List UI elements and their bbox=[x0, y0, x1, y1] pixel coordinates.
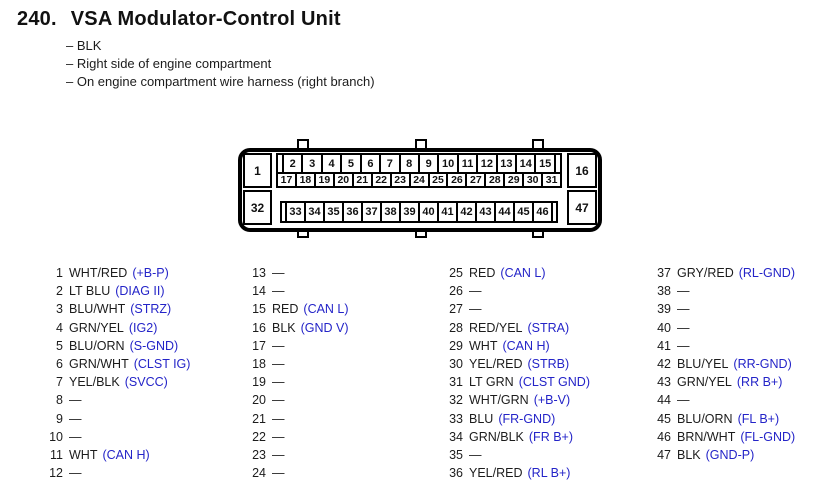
pin-row bbox=[444, 393, 590, 411]
connector-pin-10: 10 bbox=[437, 153, 458, 174]
page-title: VSA Modulator-Control Unit bbox=[70, 8, 341, 30]
pin-wire-color: — bbox=[69, 466, 82, 481]
connector-pin-38: 38 bbox=[380, 201, 401, 223]
pin-number: 11 bbox=[50, 447, 63, 462]
pin-wire-color: — bbox=[69, 429, 82, 444]
pin-wire-color: — bbox=[677, 320, 690, 335]
pin-signal-name: (STRA) bbox=[527, 320, 570, 335]
pin-signal-name: (FL-GND) bbox=[740, 429, 796, 444]
connector-blank-cell bbox=[554, 153, 562, 174]
section-heading bbox=[17, 8, 341, 31]
pin-number: 10 bbox=[49, 429, 63, 444]
pin-row bbox=[44, 321, 190, 339]
pin-signal-name: (FR-GND) bbox=[498, 411, 556, 426]
pin-signal-name: (FR B+) bbox=[528, 429, 573, 444]
pin-number: 29 bbox=[449, 338, 463, 353]
pin-number: 44 bbox=[657, 393, 671, 408]
pin-number: 19 bbox=[252, 375, 266, 390]
connector-pin-37: 37 bbox=[361, 201, 382, 223]
pin-wire-color: — bbox=[272, 356, 285, 371]
connector-pin-34: 34 bbox=[304, 201, 325, 223]
pin-number: 2 bbox=[56, 284, 63, 299]
pin-row bbox=[444, 375, 590, 393]
pin-row bbox=[652, 284, 795, 302]
pin-number: 23 bbox=[252, 447, 266, 462]
pin-number: 3 bbox=[56, 302, 63, 317]
pin-wire-color: — bbox=[677, 284, 690, 299]
pin-number: 21 bbox=[252, 411, 266, 426]
connector-pin-18: 18 bbox=[295, 172, 316, 188]
connector-blank-cell bbox=[551, 201, 558, 223]
pin-row bbox=[247, 302, 349, 320]
pin-number: 34 bbox=[449, 429, 463, 444]
pin-signal-name: (STRB) bbox=[527, 356, 570, 371]
pin-number: 25 bbox=[449, 266, 463, 280]
pin-row bbox=[247, 448, 349, 466]
connector-cell-1: 1 bbox=[243, 153, 272, 188]
pin-number: 37 bbox=[657, 266, 671, 280]
pin-number: 30 bbox=[449, 356, 463, 371]
connector-pin-33: 33 bbox=[285, 201, 306, 223]
pin-wire-color: — bbox=[272, 284, 285, 299]
connector-pin-28: 28 bbox=[484, 172, 505, 188]
connector-pin-9: 9 bbox=[418, 153, 439, 174]
pin-wire-color: RED/YEL bbox=[469, 320, 523, 335]
pin-number: 18 bbox=[252, 356, 266, 371]
pin-signal-name: (RR-GND) bbox=[733, 356, 792, 371]
pin-wire-color: WHT/GRN bbox=[469, 393, 529, 408]
pin-signal-name: (GND V) bbox=[300, 320, 349, 335]
connector-row-bottom bbox=[280, 201, 558, 223]
pin-row bbox=[652, 393, 795, 411]
pin-number: 24 bbox=[252, 466, 266, 481]
pin-wire-color: — bbox=[272, 375, 285, 390]
pin-number: 39 bbox=[657, 302, 671, 317]
pin-number: 22 bbox=[252, 429, 266, 444]
connector-pin-40: 40 bbox=[418, 201, 439, 223]
connector-pin-21: 21 bbox=[352, 172, 373, 188]
pin-row bbox=[44, 466, 190, 484]
pin-wire-color: — bbox=[69, 411, 82, 426]
pin-row bbox=[444, 430, 590, 448]
connector-pin-35: 35 bbox=[323, 201, 344, 223]
pin-wire-color: — bbox=[272, 466, 285, 481]
connector-pin-22: 22 bbox=[371, 172, 392, 188]
pin-wire-color: BRN/WHT bbox=[677, 429, 736, 444]
pin-row bbox=[247, 412, 349, 430]
pin-signal-name: (CAN H) bbox=[502, 338, 550, 353]
pin-row bbox=[247, 430, 349, 448]
pin-wire-color: — bbox=[272, 411, 285, 426]
note-line: – Right side of engine compartment bbox=[66, 56, 272, 71]
pin-number: 41 bbox=[657, 338, 671, 353]
pin-number: 1 bbox=[56, 266, 63, 280]
pin-row bbox=[652, 375, 795, 393]
pin-signal-name: (DIAG II) bbox=[115, 284, 165, 299]
pin-column bbox=[44, 266, 190, 484]
pin-number: 5 bbox=[56, 338, 63, 353]
note-line: – BLK bbox=[66, 38, 102, 53]
connector-row-middle bbox=[276, 172, 562, 188]
pin-signal-name: (CLST IG) bbox=[133, 356, 191, 371]
pin-row bbox=[247, 339, 349, 357]
pin-row bbox=[444, 284, 590, 302]
pin-number: 7 bbox=[56, 375, 63, 390]
pin-wire-color: — bbox=[272, 266, 285, 280]
connector-pin-42: 42 bbox=[456, 201, 477, 223]
connector-pin-6: 6 bbox=[360, 153, 381, 174]
pin-number: 20 bbox=[252, 393, 266, 408]
pin-row bbox=[44, 266, 190, 284]
pin-wire-color: LT BLU bbox=[69, 284, 111, 299]
pin-wire-color: — bbox=[677, 393, 690, 408]
pin-number: 17 bbox=[252, 338, 266, 353]
pin-number: 45 bbox=[657, 411, 671, 426]
pin-row bbox=[44, 430, 190, 448]
pin-row bbox=[444, 302, 590, 320]
pin-row bbox=[444, 321, 590, 339]
pin-row bbox=[652, 448, 795, 466]
pin-row bbox=[444, 357, 590, 375]
connector-pin-44: 44 bbox=[494, 201, 515, 223]
pin-row bbox=[444, 466, 590, 484]
pin-signal-name: (STRZ) bbox=[130, 302, 172, 317]
pin-number: 38 bbox=[657, 284, 671, 299]
pin-signal-name: (CAN L) bbox=[303, 302, 349, 317]
pin-wire-color: GRN/WHT bbox=[69, 356, 129, 371]
pin-number: 16 bbox=[252, 320, 266, 335]
connector-pin-24: 24 bbox=[409, 172, 430, 188]
pin-signal-name: (IG2) bbox=[128, 320, 158, 335]
pin-wire-color: WHT/RED bbox=[69, 266, 128, 280]
pin-wire-color: WHT bbox=[69, 447, 98, 462]
pin-row bbox=[247, 284, 349, 302]
connector-pin-27: 27 bbox=[465, 172, 486, 188]
pin-row bbox=[652, 321, 795, 339]
connector-pin-14: 14 bbox=[515, 153, 536, 174]
pin-number: 14 bbox=[252, 284, 266, 299]
pin-row bbox=[247, 466, 349, 484]
pin-number: 40 bbox=[657, 320, 671, 335]
pin-row bbox=[44, 375, 190, 393]
connector-cell-32: 32 bbox=[243, 190, 272, 225]
pin-number: 13 bbox=[252, 266, 266, 280]
pin-row bbox=[44, 302, 190, 320]
connector-pin-2: 2 bbox=[282, 153, 303, 174]
pin-row bbox=[44, 339, 190, 357]
pin-wire-color: BLU/ORN bbox=[69, 338, 125, 353]
connector-pin-19: 19 bbox=[314, 172, 335, 188]
pin-wire-color: — bbox=[272, 447, 285, 462]
pin-number: 6 bbox=[56, 356, 63, 371]
pin-number: 28 bbox=[449, 320, 463, 335]
pin-wire-color: — bbox=[677, 302, 690, 317]
section-number: 240. bbox=[17, 8, 57, 30]
pin-row bbox=[44, 393, 190, 411]
connector-pin-7: 7 bbox=[379, 153, 400, 174]
pin-signal-name: (CAN H) bbox=[102, 447, 150, 462]
pin-wire-color: — bbox=[469, 284, 482, 299]
pin-signal-name: (CAN L) bbox=[500, 266, 546, 280]
connector-pin-25: 25 bbox=[428, 172, 449, 188]
pin-row bbox=[247, 357, 349, 375]
connector-pin-3: 3 bbox=[301, 153, 322, 174]
connector-pin-13: 13 bbox=[496, 153, 517, 174]
pin-signal-name: (+B-V) bbox=[533, 393, 571, 408]
pin-number: 33 bbox=[449, 411, 463, 426]
pin-number: 35 bbox=[449, 447, 463, 462]
pin-signal-name: (S-GND) bbox=[129, 338, 179, 353]
pin-number: 43 bbox=[657, 375, 671, 390]
pin-wire-color: RED bbox=[272, 302, 299, 317]
pin-wire-color: — bbox=[272, 338, 285, 353]
connector-pin-23: 23 bbox=[390, 172, 411, 188]
pin-signal-name: (RL-GND) bbox=[738, 266, 795, 280]
connector-pin-5: 5 bbox=[340, 153, 361, 174]
pin-row bbox=[44, 357, 190, 375]
connector-pin-4: 4 bbox=[321, 153, 342, 174]
pin-wire-color: YEL/RED bbox=[469, 356, 523, 371]
pin-wire-color: BLU/ORN bbox=[677, 411, 733, 426]
connector-pin-31: 31 bbox=[541, 172, 562, 188]
pin-wire-color: GRN/YEL bbox=[69, 320, 124, 335]
pin-wire-color: — bbox=[272, 393, 285, 408]
pin-column bbox=[652, 266, 795, 466]
pin-row bbox=[652, 357, 795, 375]
pin-row bbox=[247, 266, 349, 284]
pin-wire-color: LT GRN bbox=[469, 375, 514, 390]
pin-signal-name: (RR B+) bbox=[736, 375, 783, 390]
connector-pin-43: 43 bbox=[475, 201, 496, 223]
pin-signal-name: (RL B+) bbox=[527, 466, 571, 481]
pin-wire-color: WHT bbox=[469, 338, 498, 353]
pin-number: 8 bbox=[56, 393, 63, 408]
connector-pin-17: 17 bbox=[276, 172, 297, 188]
connector-housing bbox=[238, 148, 602, 232]
connector-pin-20: 20 bbox=[333, 172, 354, 188]
notes-block bbox=[66, 37, 375, 91]
pin-row bbox=[247, 375, 349, 393]
pin-row bbox=[247, 393, 349, 411]
pin-row bbox=[444, 448, 590, 466]
pin-wire-color: YEL/BLK bbox=[69, 375, 120, 390]
connector-pin-11: 11 bbox=[457, 153, 478, 174]
pin-wire-color: BLU/WHT bbox=[69, 302, 126, 317]
pin-row bbox=[444, 339, 590, 357]
pin-number: 15 bbox=[252, 302, 266, 317]
pin-signal-name: (CLST GND) bbox=[518, 375, 590, 390]
pin-signal-name: (SVCC) bbox=[124, 375, 168, 390]
pin-row bbox=[444, 412, 590, 430]
connector-pin-15: 15 bbox=[534, 153, 555, 174]
pin-wire-color: — bbox=[677, 338, 690, 353]
pin-number: 46 bbox=[657, 429, 671, 444]
pin-signal-name: (FL B+) bbox=[737, 411, 780, 426]
pin-row bbox=[652, 339, 795, 357]
connector-pin-45: 45 bbox=[513, 201, 534, 223]
pin-wire-color: YEL/RED bbox=[469, 466, 523, 481]
pin-row bbox=[44, 412, 190, 430]
pin-wire-color: GRN/BLK bbox=[469, 429, 524, 444]
pin-wire-color: BLU/YEL bbox=[677, 356, 729, 371]
connector-pin-36: 36 bbox=[342, 201, 363, 223]
pin-number: 42 bbox=[657, 356, 671, 371]
connector-pin-39: 39 bbox=[399, 201, 420, 223]
pin-signal-name: (+B-P) bbox=[132, 266, 169, 280]
pin-row bbox=[652, 302, 795, 320]
pin-wire-color: GRN/YEL bbox=[677, 375, 732, 390]
pin-number: 36 bbox=[449, 466, 463, 481]
pin-row bbox=[652, 412, 795, 430]
pin-number: 27 bbox=[449, 302, 463, 317]
note-line: – On engine compartment wire harness (right branch) bbox=[66, 74, 375, 89]
pin-wire-color: — bbox=[469, 302, 482, 317]
pin-number: 32 bbox=[449, 393, 463, 408]
connector-pin-30: 30 bbox=[522, 172, 543, 188]
pin-wire-color: GRY/RED bbox=[677, 266, 734, 280]
pin-row bbox=[444, 266, 590, 284]
pin-wire-color: — bbox=[69, 393, 82, 408]
pin-wire-color: — bbox=[272, 429, 285, 444]
pin-wire-color: — bbox=[469, 447, 482, 462]
pin-row bbox=[652, 266, 795, 284]
pin-number: 47 bbox=[657, 447, 671, 462]
connector-cell-16: 16 bbox=[567, 153, 597, 188]
pin-wire-color: BLU bbox=[469, 411, 494, 426]
connector-inner bbox=[242, 152, 598, 228]
pin-column bbox=[247, 266, 349, 484]
connector-pin-41: 41 bbox=[437, 201, 458, 223]
pin-row bbox=[44, 284, 190, 302]
pin-wire-color: BLK bbox=[677, 447, 701, 462]
pin-wire-color: BLK bbox=[272, 320, 296, 335]
pin-number: 12 bbox=[49, 466, 63, 481]
connector-diagram bbox=[238, 139, 602, 239]
pin-number: 31 bbox=[449, 375, 463, 390]
pin-number: 26 bbox=[449, 284, 463, 299]
connector-pin-12: 12 bbox=[476, 153, 497, 174]
connector-row-top bbox=[276, 153, 562, 174]
connector-cell-47: 47 bbox=[567, 190, 597, 225]
pin-number: 9 bbox=[56, 411, 63, 426]
pin-row bbox=[247, 321, 349, 339]
connector-pin-29: 29 bbox=[503, 172, 524, 188]
connector-pin-46: 46 bbox=[532, 201, 553, 223]
pin-row bbox=[652, 430, 795, 448]
pin-number: 4 bbox=[56, 320, 63, 335]
pin-signal-name: (GND-P) bbox=[705, 447, 755, 462]
pin-wire-color: RED bbox=[469, 266, 496, 280]
pin-row bbox=[44, 448, 190, 466]
connector-pin-26: 26 bbox=[446, 172, 467, 188]
connector-pin-8: 8 bbox=[399, 153, 420, 174]
pin-column bbox=[444, 266, 590, 484]
